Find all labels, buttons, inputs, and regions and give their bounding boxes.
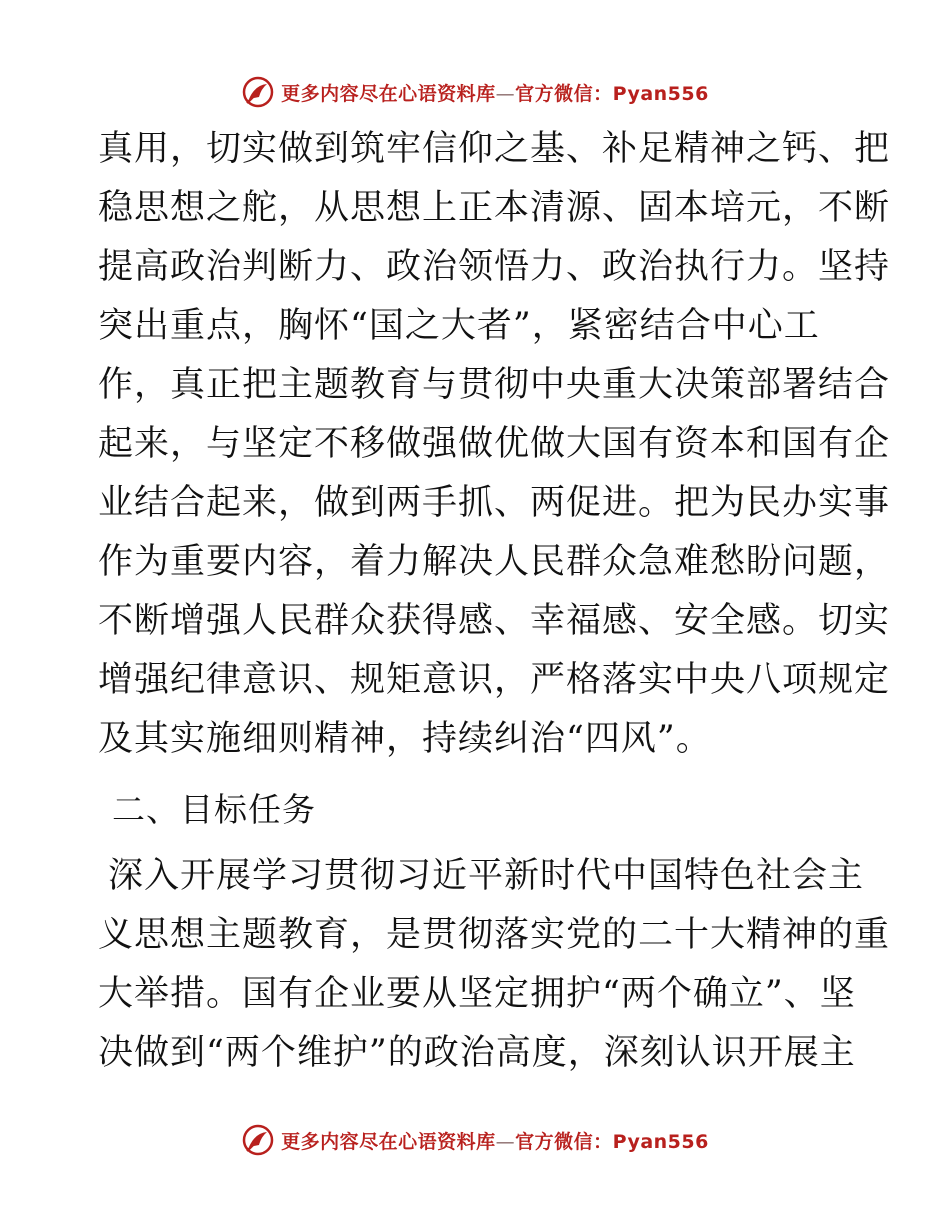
paragraph-2: [98, 847, 891, 1083]
text-line: 突出重点，胸怀“国之大者”，紧密结合中心工: [98, 306, 820, 346]
text-line: 作，真正把主题教育与贯彻中央重大决策部署结合: [98, 365, 891, 405]
footer-banner-wechat-id: Pyan556: [612, 1130, 709, 1153]
header-banner: [0, 72, 950, 112]
text-line: 义思想主题教育，是贯彻落实党的二十大精神的重: [98, 915, 891, 955]
footer-banner: [0, 1120, 950, 1160]
text-line: 真用，切实做到筑牢信仰之基、补足精神之钙、把: [98, 129, 891, 169]
text-line: 决做到“两个维护”的政治高度，深刻认识开展主: [98, 1033, 856, 1073]
footer-banner-separator: —: [495, 1130, 516, 1153]
pen-logo-icon: [241, 1123, 275, 1157]
footer-banner-text: [281, 1127, 709, 1154]
header-banner-wechat-id: Pyan556: [612, 82, 709, 105]
header-banner-separator: —: [495, 82, 516, 105]
text-line: 业结合起来，做到两手抓、两促进。把为民办实事: [98, 483, 891, 523]
pen-logo-icon: [241, 75, 275, 109]
text-line: 起来，与坚定不移做强做优做大国有资本和国有企: [98, 424, 891, 464]
footer-banner-wechat-label: 官方微信：: [515, 1130, 613, 1153]
document-body: [98, 120, 891, 1083]
text-line: 大举措。国有企业要从坚定拥护“两个确立”、坚: [98, 974, 856, 1014]
footer-banner-title: 更多内容尽在心语资料库: [281, 1130, 496, 1153]
header-banner-wechat-label: 官方微信：: [515, 82, 613, 105]
text-line: 稳思想之舵，从思想上正本清源、固本培元，不断: [98, 188, 891, 228]
text-line: 作为重要内容，着力解决人民群众急难愁盼问题，: [98, 542, 891, 582]
text-line: 及其实施细则精神，持续纠治“四风”。: [98, 719, 712, 759]
text-line: 提高政治判断力、政治领悟力、政治执行力。坚持: [98, 247, 891, 287]
header-banner-title: 更多内容尽在心语资料库: [281, 82, 496, 105]
paragraph-1: [98, 120, 891, 769]
text-line: 增强纪律意识、规矩意识，严格落实中央八项规定: [98, 660, 891, 700]
header-banner-text: [281, 79, 709, 106]
text-line: 深入开展学习贯彻习近平新时代中国特色社会主: [108, 856, 865, 896]
text-line: 不断增强人民群众获得感、幸福感、安全感。切实: [98, 601, 891, 641]
section-heading: 二、目标任务: [112, 790, 316, 829]
